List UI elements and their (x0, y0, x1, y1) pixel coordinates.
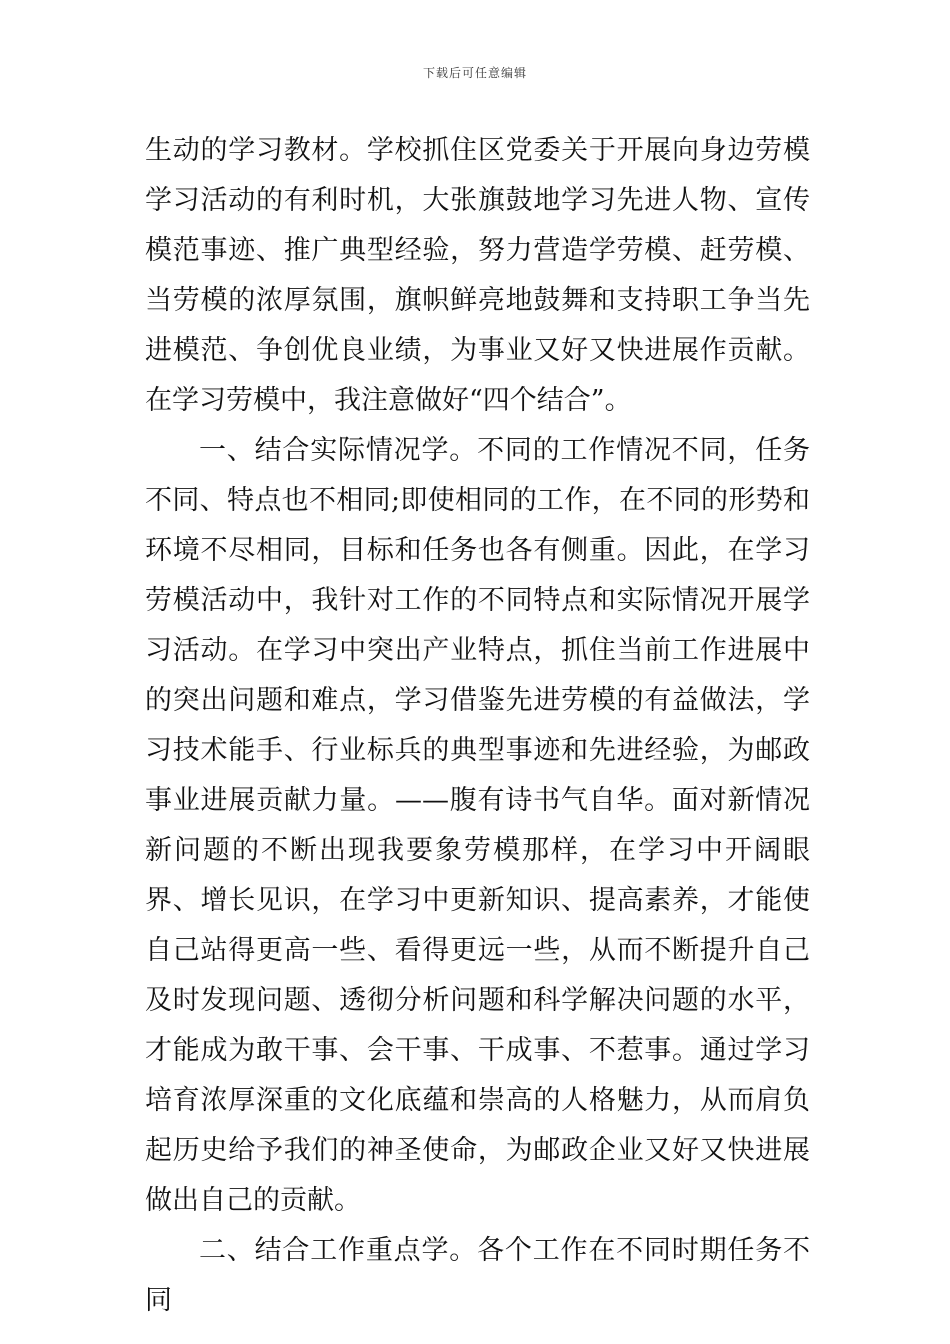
document-body (145, 126, 810, 1326)
paragraph-intro: 生动的学习教材。学校抓住区党委关于开展向身边劳模学习活动的有利时机，大张旗鼓地学习先进人物、宣传模范事迹、推广典型经验，努力营造学劳模、赶劳模、当劳模的浓厚氛围，旗帜鲜亮地鼓舞和支持职工争当先进模范、争创优良业绩，为事业又好又快进展作贡献。在学习劳模中，我注意做好“四个结合”。 (145, 135, 810, 416)
page-header: 下载后可任意编辑 (422, 66, 527, 80)
paragraph-section-two: 二、结合工作重点学。各个工作在不同时期任务不同 (145, 1235, 810, 1316)
paragraph-section-one: 一、结合实际情况学。不同的工作情况不同，任务不同、特点也不相同;即使相同的工作，在不同的形势和环境不尽相同，目标和任务也各有侧重。因此，在学习劳模活动中，我针对工作的不同特点和实际情况开展学习活动。在学习中突出产业特点，抓住当前工作进展中的突出问题和难点，学习借鉴先进劳模的有益做法，学习技术能手、行业标兵的典型事迹和先进经验，为邮政事业进展贡献力量。——腹有诗书气自华。面对新情况新问题的不断出现我要象劳模那样，在学习中开阔眼界、增长见识，在学习中更新知识、提高素养，才能使自己站得更高一些、看得更远一些，从而不断提升自己及时发现问题、透彻分析问题和科学解决问题的水平，才能成为敢干事、会干事、干成事、不惹事。通过学习培育浓厚深重的文化底蕴和崇高的人格魅力，从而肩负起历史给予我们的神圣使命，为邮政企业又好又快进展做出自己的贡献。 (145, 435, 810, 1216)
